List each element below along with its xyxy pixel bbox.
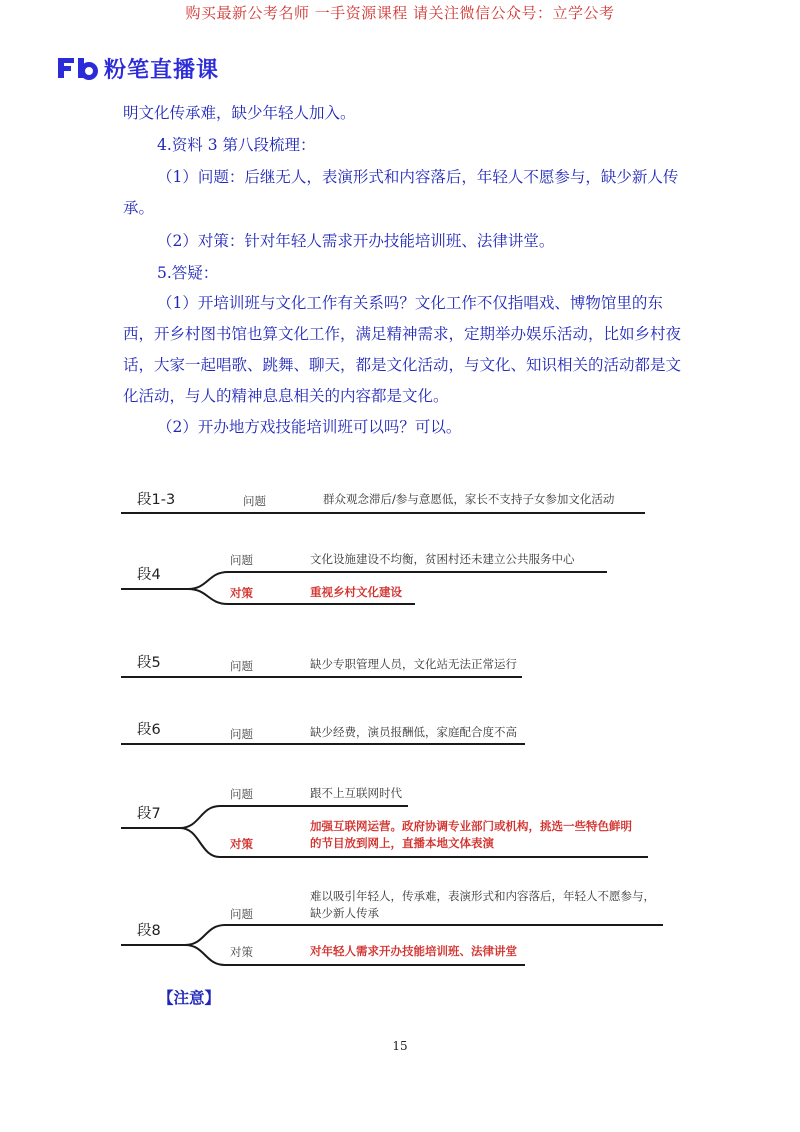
paragraph-heading-5: 5.答疑：	[157, 264, 219, 282]
paragraph-heading-4: 4.资料 3 第八段梳理：	[157, 136, 316, 154]
segment-label: 段8	[137, 923, 161, 939]
problem-label: 问题	[230, 907, 253, 921]
paragraph-continuation: 明文化传承难，缺少年轻人加入。	[123, 104, 356, 122]
solution-text-line-2: 的节目放到网上，直播本地文体表演	[310, 836, 494, 850]
problem-text: 文化设施建设不均衡，贫困村还未建立公共服务中心	[310, 552, 575, 566]
brand-name: 粉笔直播课	[104, 57, 220, 83]
top-banner: 购买最新公考名师 一手资源课程 请关注微信公众号：立学公考	[185, 4, 615, 22]
segment-label: 段6	[137, 722, 161, 738]
solution-label: 对策	[230, 586, 253, 600]
problem-label: 问题	[230, 787, 253, 801]
paragraph-answer-1: （1）开培训班与文化工作有关系吗？文化工作不仅指唱戏、博物馆里的东西，开乡村图书馆也算文化工作，满足精神需求，定期举办娱乐活动，比如乡村夜话，大家一起唱歌、跳舞、聊天，都是文化活动，与文化、知识相关的活动都是文化活动，与人的精神息息相关的内容都是文化。	[123, 294, 682, 405]
solution-text-line-1: 加强互联网运营。政府协调专业部门或机构，挑选一些特色鲜明	[310, 819, 632, 833]
paragraph-solution: （2）对策：针对年轻人需求开办技能培训班、法律讲堂。	[157, 232, 555, 250]
solution-text: 对年轻人需求开办技能培训班、法律讲堂	[310, 944, 517, 958]
problem-label: 问题	[230, 553, 253, 567]
problem-label: 问题	[230, 727, 253, 741]
problem-label: 问题	[230, 659, 253, 673]
problem-text-line-2: 缺少新人传承	[310, 906, 379, 920]
solution-label: 对策	[230, 945, 253, 959]
problem-label: 问题	[243, 494, 266, 508]
solution-label: 对策	[230, 837, 253, 851]
segment-label: 段1-3	[137, 492, 176, 508]
problem-text-line-1: 难以吸引年轻人，传承难，表演形式和内容落后，年轻人不愿参与，	[310, 889, 655, 903]
segment-label: 段4	[137, 567, 161, 583]
paragraph-problem: （1）问题：后继无人，表演形式和内容落后，年轻人不愿参与，缺少新人传承。	[123, 168, 679, 217]
problem-text: 缺少经费，演员报酬低，家庭配合度不高	[310, 725, 517, 739]
problem-text: 群众观念滞后/参与意愿低，家长不支持子女参加文化活动	[323, 492, 615, 506]
paragraph-answer-2: （2）开办地方戏技能培训班可以吗？可以。	[157, 418, 462, 436]
problem-text: 跟不上互联网时代	[310, 786, 402, 800]
solution-text: 重视乡村文化建设	[310, 585, 402, 599]
note-heading: 【注意】	[158, 988, 221, 1007]
segment-label: 段5	[137, 655, 161, 671]
page-number: 15	[392, 1039, 408, 1053]
problem-text: 缺少专职管理人员，文化站无法正常运行	[310, 657, 517, 671]
segment-label: 段7	[137, 806, 161, 822]
